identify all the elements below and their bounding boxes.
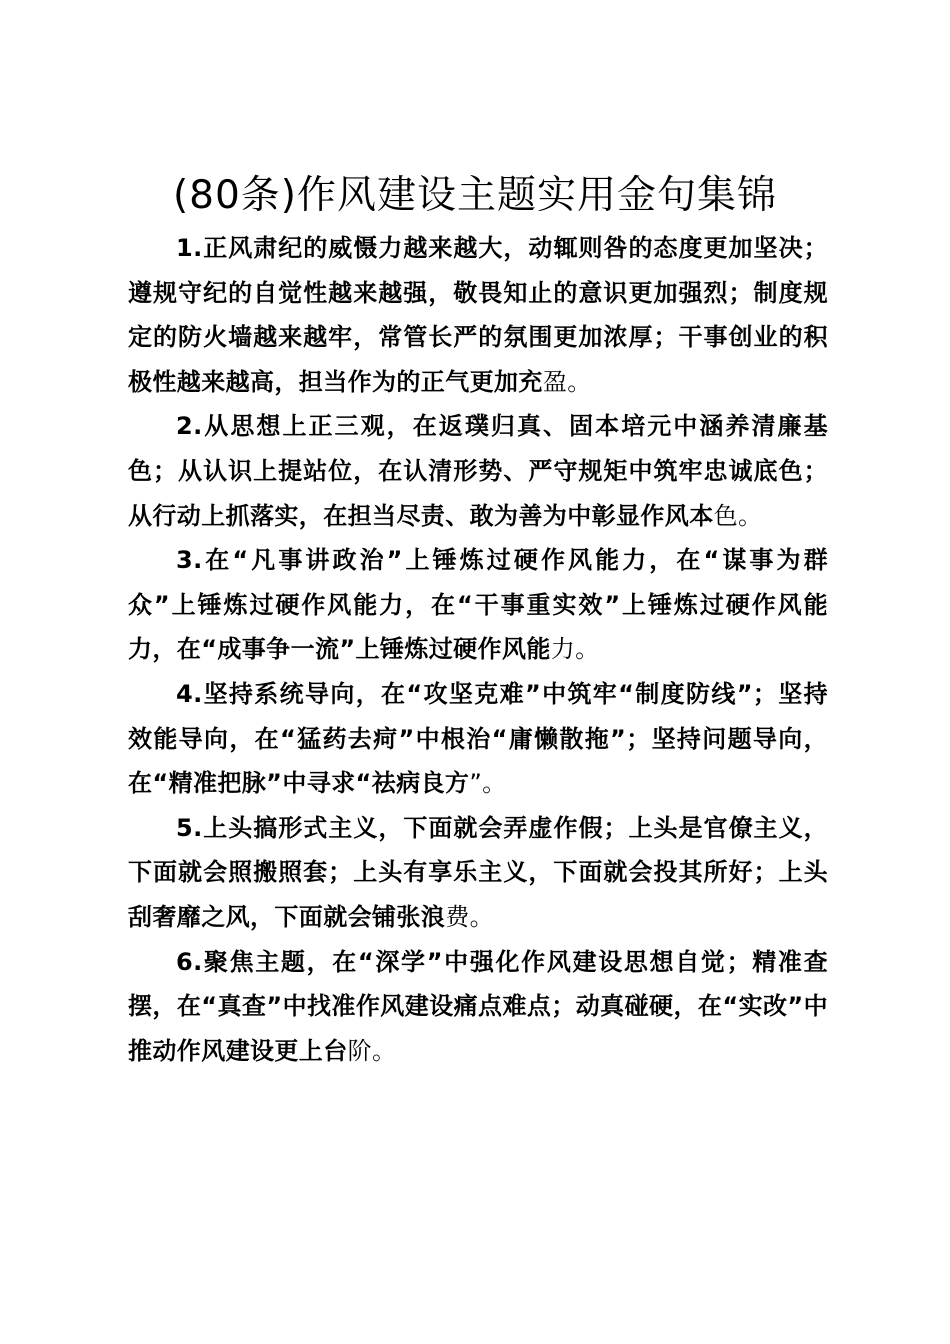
paragraph-tail: ”。 [469, 769, 507, 798]
paragraph-text: 6.聚焦主题，在“深学”中强化作风建设思想自觉；精准查摆，在“真查”中找准作风建设痛点难点；动真碰硬，在“实改”中推动作风建设更上台 [128, 947, 828, 1065]
document-title: (80条)作风建设主题实用金句集锦 [172, 173, 778, 218]
paragraph-tail: 阶。 [347, 1036, 397, 1065]
paragraph-text: 1.正风肃纪的威慑力越来越大，动辄则咎的态度更加坚决；遵规守纪的自觉性越来越强，敬畏知止的意识更加强烈；制度规定的防火墙越来越牢，常管长严的氛围更加浓厚；干事创业的积极性越来越高，担当作为的正气更加充 [128, 234, 828, 396]
paragraph-text: 2.从思想上正三观，在返璞归真、固本培元中涵养清廉基色；从认识上提站位，在认清形势、严守规矩中筑牢忠诚底色；从行动上抓落实，在担当尽责、敢为善为中彰显作风本 [128, 412, 828, 530]
paragraph-text: 4.坚持系统导向，在“攻坚克难”中筑牢“制度防线”；坚持效能导向，在“猛药去疴”中根治“庸懒散拖”；坚持问题导向，在“精准把脉”中寻求“祛病良方 [128, 679, 828, 798]
paragraph-3 [128, 538, 828, 672]
paragraph-4 [128, 672, 828, 806]
paragraph-2 [128, 404, 828, 538]
paragraph-1 [128, 226, 828, 404]
document-body [128, 226, 828, 1073]
paragraph-6 [128, 940, 828, 1074]
paragraph-text: 3.在“凡事讲政治”上锤炼过硬作风能力，在“谋事为群众”上锤炼过硬作风能力，在“干事重实效”上锤炼过硬作风能力，在“成事争一流”上锤炼过硬作风能 [128, 546, 828, 664]
paragraph-5 [128, 806, 828, 940]
paragraph-tail: 盈。 [542, 367, 592, 396]
paragraph-text: 5.上头搞形式主义，下面就会弄虚作假；上头是官僚主义，下面就会照搬照套；上头有享乐主义，下面就会投其所好；上头刮奢靡之风，下面就会铺张浪 [128, 813, 828, 931]
paragraph-tail: 费。 [445, 902, 495, 931]
paragraph-tail: 色。 [713, 501, 763, 530]
paragraph-tail: 力。 [550, 635, 600, 664]
